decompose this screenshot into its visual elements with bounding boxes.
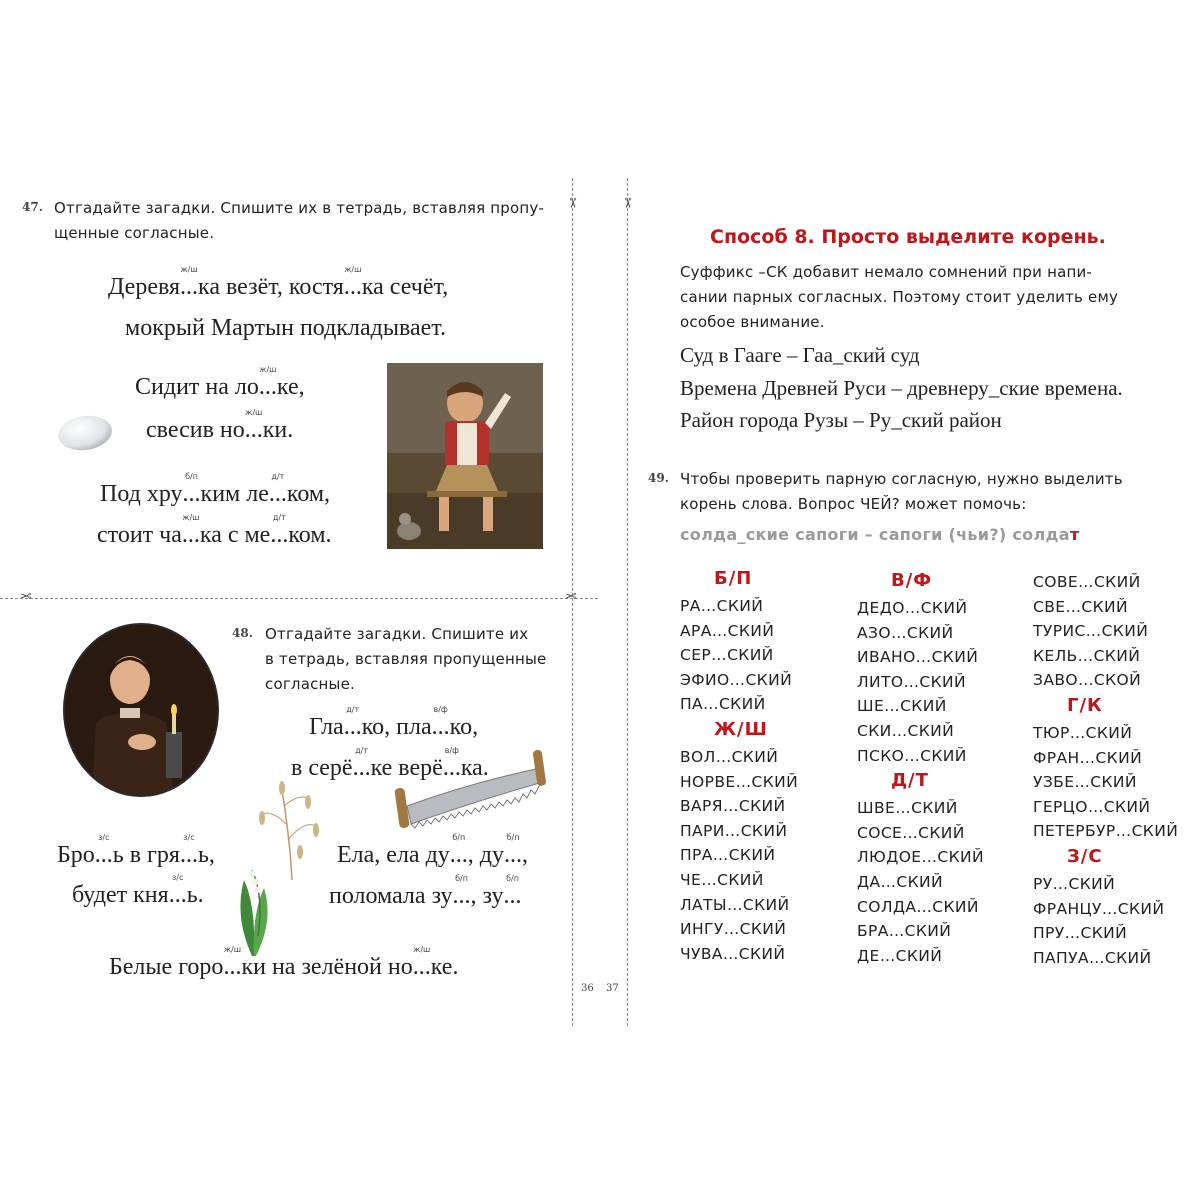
- hint: б/п: [506, 833, 520, 842]
- word-item: ЛЮДОЕ…СКИЙ: [857, 848, 985, 867]
- word-item: СОВЕ…СКИЙ: [1033, 573, 1141, 591]
- riddle-5-line-1: Бро з/с ...ь в гря з/с ...ь,: [57, 833, 215, 868]
- word-item: ДЕДО…СКИЙ: [857, 599, 968, 617]
- word-item: АЗО…СКИЙ: [857, 623, 954, 642]
- word-item: ШЕ…СКИЙ: [857, 697, 947, 716]
- task-text-line: Чтобы проверить парную согласную, нужно выделить: [680, 470, 1123, 488]
- word-item: ВОЛ…СКИЙ: [680, 747, 779, 766]
- page-number: 37: [606, 983, 619, 994]
- riddle-3-line-1: Под хру б/п ...ким ле д/т ...ком,: [100, 472, 331, 507]
- task-text-line: Отгадайте загадки. Спишите их в тетрадь, вставляя пропу-: [54, 199, 545, 217]
- word-list: [857, 596, 1017, 768]
- column-heading: З/С: [1067, 845, 1103, 867]
- word-list: [680, 745, 840, 966]
- hint: ж/ш: [413, 945, 431, 954]
- word-item: ТЮР…СКИЙ: [1033, 723, 1133, 742]
- intro-line: особое внимание.: [680, 313, 825, 331]
- word-list: [1033, 721, 1193, 844]
- word-item: ИНГУ…СКИЙ: [680, 920, 787, 939]
- hint: ж/ш: [259, 365, 277, 374]
- egg-icon: [56, 414, 114, 456]
- hint: ж/ш: [344, 265, 362, 274]
- task-49-example: солда_ские сапоги – сапоги (чьи?) солдат: [680, 525, 1080, 544]
- word-column-3: [1033, 570, 1193, 970]
- task-text: [265, 622, 555, 697]
- task-text-line: Отгадайте загадки. Спишите их: [265, 625, 529, 643]
- riddle-1-line-2: мокрый Мартын подкладывает.: [125, 315, 446, 341]
- riddle-line: Деревя ж/ш ...ка везёт, костя ж/ш ...ка сечёт,: [108, 265, 449, 300]
- riddle-5-line-2: будет кня з/с ...ь.: [72, 873, 204, 908]
- riddle-2-line-2: свесив но ж/ш ...ки.: [146, 408, 294, 443]
- word-item: ФРАНЦУ…СКИЙ: [1033, 899, 1165, 918]
- word-item: СОЛДА…СКИЙ: [857, 897, 979, 916]
- task-text: [54, 196, 554, 246]
- intro-text: [680, 260, 1160, 335]
- word-item: ФРАН…СКИЙ: [1033, 748, 1143, 767]
- task-text-line: корень слова. Вопрос ЧЕЙ? может помочь:: [680, 495, 1027, 513]
- word-item: ЛИТО…СКИЙ: [857, 672, 967, 691]
- word-item: НОРВЕ…СКИЙ: [680, 772, 799, 791]
- task-text-line: в тетрадь, вставляя пропущенные: [265, 650, 547, 668]
- saw-icon: [393, 748, 553, 842]
- word-item: ЧУВА…СКИЙ: [680, 944, 786, 963]
- column-heading: Г/К: [1067, 694, 1103, 716]
- example-line: Район города Рузы – Ру_ский район: [680, 408, 1002, 432]
- task-text: [680, 467, 1170, 517]
- word-column-2: [857, 570, 1017, 968]
- word-item: СОСЕ…СКИЙ: [857, 823, 965, 842]
- hint: б/п: [455, 874, 468, 883]
- example-line: Суд в Гааге – Гаа_ский суд: [680, 343, 920, 367]
- word-item: ПЕТЕРБУР…СКИЙ: [1033, 822, 1179, 841]
- word-item: ГЕРЦО…СКИЙ: [1033, 797, 1151, 816]
- woman-portrait-icon: [62, 622, 220, 802]
- page-number: 36: [581, 983, 594, 994]
- hint: в/ф: [444, 746, 459, 755]
- riddle-6-line-2: поломала зу б/п ..., зу б/п ...: [329, 874, 522, 909]
- word-item: ЧЕ…СКИЙ: [680, 870, 764, 889]
- column-heading: Б/П: [714, 568, 753, 589]
- task-text-line: щенные согласные.: [54, 224, 215, 242]
- word-item: ЭФИО…СКИЙ: [680, 670, 793, 689]
- hint: д/т: [271, 472, 285, 481]
- scissors-icon: ✂: [565, 589, 577, 605]
- word-item: ИВАНО…СКИЙ: [857, 648, 979, 667]
- task-number: 47.: [22, 200, 43, 214]
- cut-line-right: [627, 178, 628, 1026]
- word-item: ПРУ…СКИЙ: [1033, 924, 1128, 943]
- word-item: СКИ…СКИЙ: [857, 721, 955, 740]
- word-item: ДА…СКИЙ: [857, 872, 944, 891]
- riddle-1: [108, 265, 449, 301]
- word-item: СВЕ…СКИЙ: [1033, 597, 1128, 616]
- riddle-2-line-1: Сидит на ло ж/ш ...ке,: [135, 365, 305, 400]
- hint: з/с: [183, 833, 195, 842]
- word-item: АРА…СКИЙ: [680, 621, 775, 640]
- word-column-1: [680, 568, 840, 966]
- hint: д/т: [346, 705, 360, 714]
- riddle-7: Белые горо ж/ш ...ки на зелёной но ж/ш ...ке.: [109, 945, 459, 980]
- riddle-4-line-1: Гла д/т ...ко, пла в/ф ...ко,: [309, 705, 479, 740]
- hint: ж/ш: [182, 513, 200, 522]
- hint: д/т: [272, 513, 286, 522]
- hint: б/п: [506, 874, 519, 883]
- word-item: ПА…СКИЙ: [680, 695, 766, 714]
- word-list: [1033, 872, 1193, 970]
- word-list: [680, 594, 840, 717]
- hint: з/с: [172, 873, 184, 882]
- column-heading: Ж/Ш: [714, 718, 768, 740]
- word-item: ПСКО…СКИЙ: [857, 746, 967, 765]
- hint: ж/ш: [223, 945, 242, 954]
- word-item: ШВЕ…СКИЙ: [857, 799, 958, 818]
- hint: б/п: [452, 833, 466, 842]
- word-item: УЗБЕ…СКИЙ: [1033, 773, 1137, 792]
- word-item: РА…СКИЙ: [680, 597, 764, 615]
- word-item: ПРА…СКИЙ: [680, 846, 776, 865]
- hint: з/с: [98, 833, 110, 842]
- riddle-4-line-2: в серё д/т ...ке верё в/ф ...ка.: [291, 746, 489, 781]
- hint: ж/ш: [245, 408, 263, 417]
- word-item: ВАРЯ…СКИЙ: [680, 797, 786, 816]
- scissors-icon: ✂: [618, 197, 635, 209]
- word-item: КЕЛЬ…СКИЙ: [1033, 646, 1141, 665]
- task-number: 49.: [648, 471, 669, 485]
- word-item: ЛАТЫ…СКИЙ: [680, 895, 790, 914]
- hint: в/ф: [433, 705, 448, 714]
- column-heading: Д/Т: [891, 770, 929, 792]
- word-item: ПАРИ…СКИЙ: [680, 821, 788, 840]
- word-item: БРА…СКИЙ: [857, 922, 952, 941]
- task-text-line: согласные.: [265, 675, 355, 693]
- hint: ж/ш: [180, 265, 198, 274]
- column-heading: В/Ф: [891, 570, 933, 591]
- riddle-6-line-1: Ела, ела ду б/п ..., ду б/п ...,: [337, 833, 528, 868]
- word-item: ТУРИС…СКИЙ: [1033, 622, 1149, 641]
- word-list: [1033, 570, 1193, 693]
- hint: д/т: [355, 746, 369, 755]
- word-item: СЕР…СКИЙ: [680, 646, 774, 665]
- cut-line-horizontal: [0, 598, 598, 599]
- riddle-3-line-2: стоит ча ж/ш ...ка с ме д/т ...ком.: [97, 513, 332, 548]
- boy-painting-icon: [387, 363, 543, 549]
- word-item: ПАПУА…СКИЙ: [1033, 948, 1152, 967]
- scissors-icon: ✂: [563, 197, 580, 209]
- hint: б/п: [185, 472, 198, 481]
- intro-line: Суффикс –СК добавит немало сомнений при напи-: [680, 263, 1093, 281]
- word-item: ДЕ…СКИЙ: [857, 946, 943, 965]
- word-item: ЗАВО…СКОЙ: [1033, 671, 1142, 690]
- word-item: РУ…СКИЙ: [1033, 874, 1116, 893]
- example-line: Времена Древней Руси – древнеру_ские времена.: [680, 376, 1123, 400]
- intro-line: сании парных согласных. Поэтому стоит уделить ему: [680, 288, 1119, 306]
- section-heading: Способ 8. Просто выделите корень.: [710, 226, 1106, 248]
- scissors-icon: ✂: [20, 589, 32, 605]
- task-number: 48.: [232, 626, 253, 640]
- word-list: [857, 796, 1017, 968]
